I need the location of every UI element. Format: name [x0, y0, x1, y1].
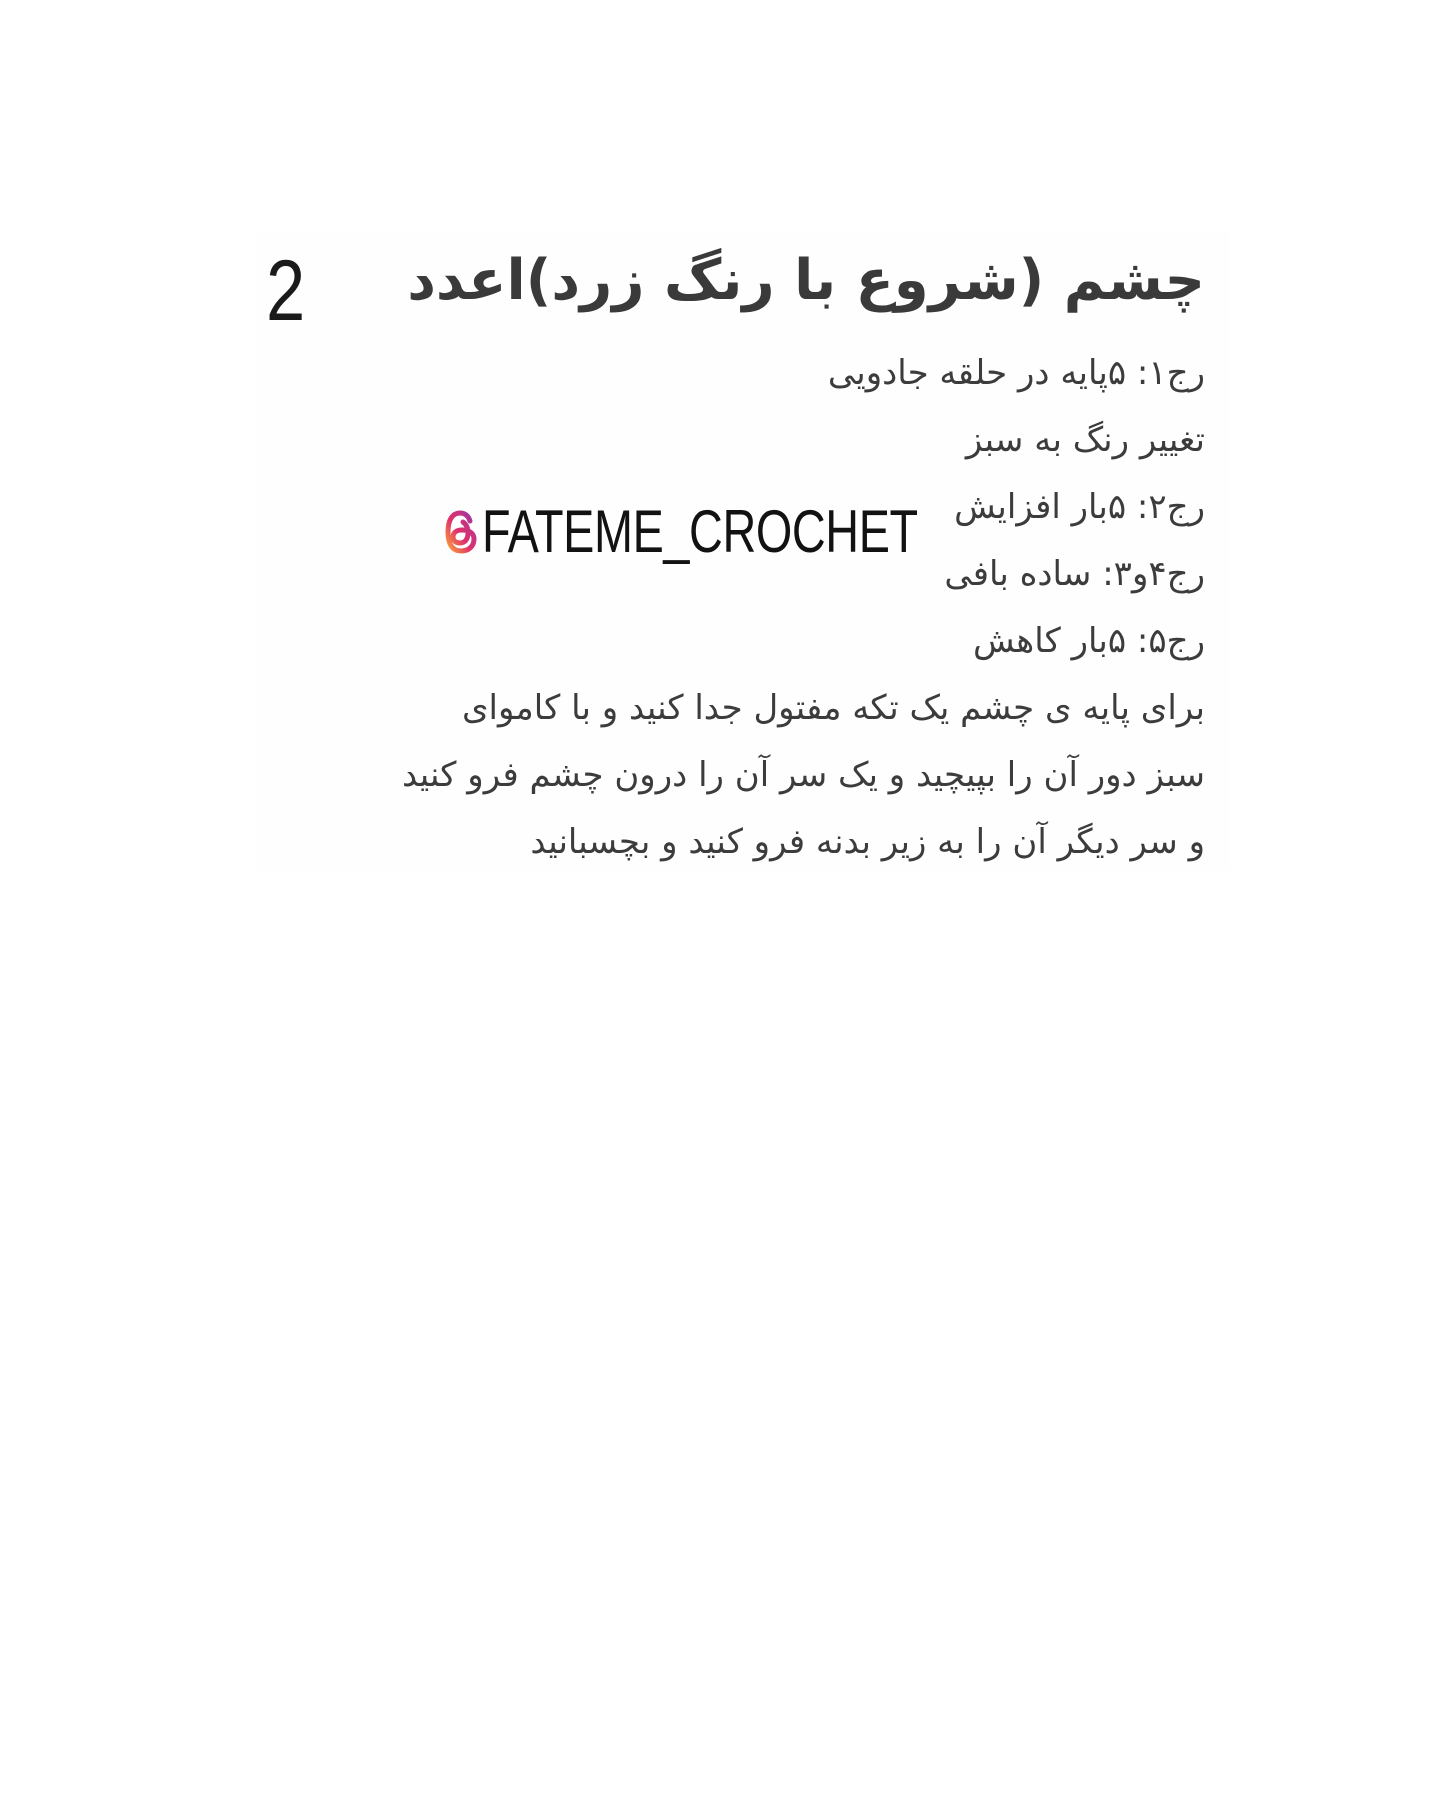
instruction-line-2: تغییر رنگ به سبز: [965, 420, 1205, 460]
watermark-handle: FATEME_CROCHET: [482, 498, 918, 565]
count-number: 2: [266, 243, 305, 339]
threads-icon: [444, 509, 478, 555]
pattern-title: چشم (شروع با رنگ زرد)اعدد: [407, 248, 1205, 313]
pattern-instructions: [285, 340, 1205, 876]
instruction-line-3: رج۲: ۵بار افزایش: [954, 487, 1205, 527]
instruction-line-6: برای پایه ی چشم یک تکه مفتول جدا کنید و با کاموای: [461, 688, 1205, 728]
instruction-line-1: رج۱: ۵پایه در حلقه جادویی: [827, 353, 1205, 393]
instruction-line-8: و سر دیگر آن را به زیر بدنه فرو کنید و بچسبانید: [530, 822, 1205, 862]
instruction-line-5: رج۵: ۵بار کاهش: [972, 621, 1205, 661]
instruction-line-7: سبز دور آن را بپیچید و یک سر آن را درون چشم فرو کنید: [401, 755, 1205, 795]
instruction-line-4: رج۴و۳: ساده بافی: [944, 554, 1205, 594]
threads-watermark: [444, 500, 1041, 564]
